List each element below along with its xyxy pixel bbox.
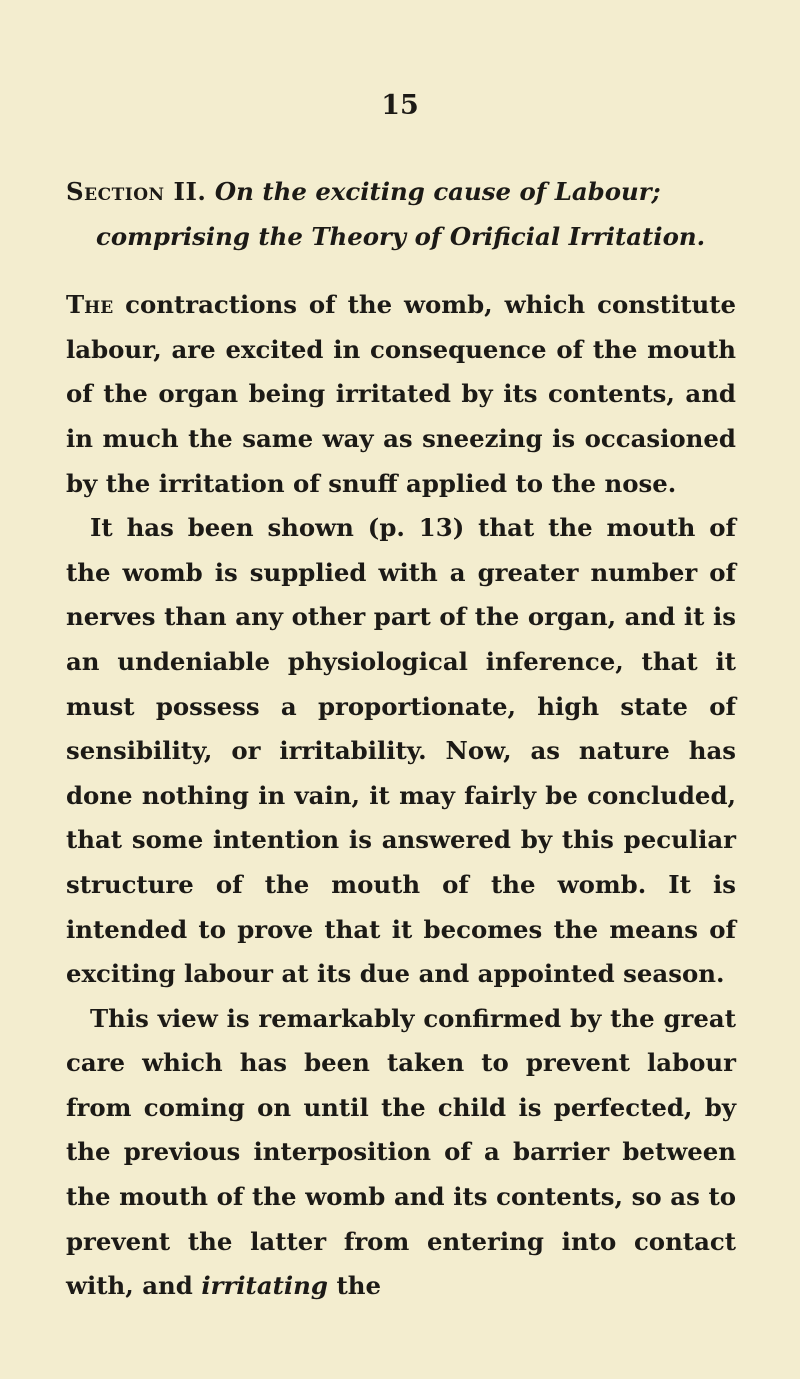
section-label: Section II.	[66, 177, 207, 206]
paragraph-3-text: This view is remarkably confirmed by the great care which has been taken to prevent labour from coming on until the child is perfected, by the previous interposition of a barrier between the mouth of the womb and its contents, so as to prevent the latter from entering into contact with, and	[66, 1003, 736, 1301]
paragraph-3	[66, 997, 736, 1309]
paragraph-lead-word: The	[66, 290, 114, 320]
paragraph-2	[66, 506, 736, 997]
paragraph-2-text: It has been shown (p. 13) that the mouth of the womb is supplied with a greater number of nerves than any other part of the organ, and it is an undeniable physiological inference, that it must possess a proportionate, high state of sensibility, or irritability. Now, as nature has done nothing in vain, it may fairly be concluded, that some intention is answered by this peculiar structure of the mouth of the womb. It is intended to prove that it becomes the means of exciting labour at its due and appointed season.	[66, 513, 736, 989]
emphasis-word: irritating	[201, 1271, 328, 1301]
page-number: 15	[381, 90, 419, 121]
paragraph-1	[66, 283, 736, 506]
section-heading	[66, 170, 736, 259]
paragraph-1-text: contractions of the womb, which constitute labour, are excited in consequence of the mouth of the organ being irritated by its contents, and in much the same way as sneezing is occasioned by the irritation of snuff applied to the nose.	[66, 290, 736, 498]
section-title: On the exciting cause of Labour; comprising the Theory of Orificial Irritation.	[96, 177, 706, 251]
body-text	[66, 170, 736, 1309]
paragraph-3-tail: the	[327, 1271, 381, 1301]
